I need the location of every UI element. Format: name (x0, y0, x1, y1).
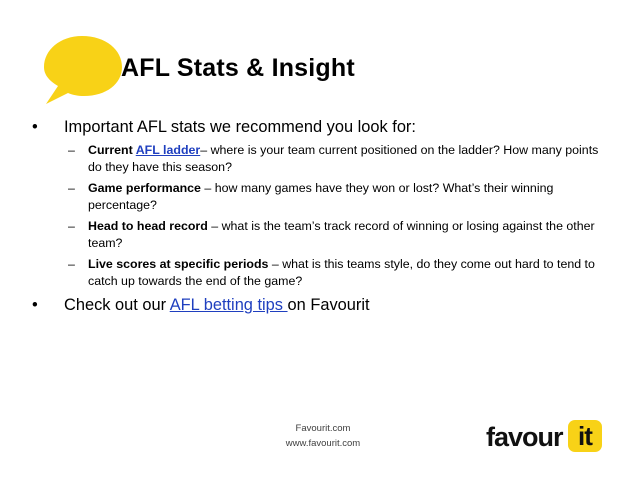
item-bold: Head to head record (88, 219, 208, 233)
favourit-logo (486, 418, 606, 458)
dash-marker: – (68, 143, 75, 157)
bullet-list (28, 116, 628, 316)
speech-bubble-icon (38, 30, 126, 108)
bullet-text: Important AFL stats we recommend you look for: (64, 118, 416, 136)
bullet-betting-tips (28, 294, 628, 316)
bullet-dot: • (32, 296, 38, 314)
list-item-live-scores (28, 256, 628, 289)
dash-marker: – (68, 257, 75, 271)
dash-marker: – (68, 181, 75, 195)
afl-betting-tips-link[interactable]: AFL betting tips (169, 296, 288, 314)
footer-url: www.favourit.com (285, 438, 361, 449)
slide-title: AFL Stats & Insight (121, 54, 355, 82)
bullet-important-stats (28, 116, 628, 138)
item-text: – how many games have they won or lost? What’s their winning percentage? (88, 181, 554, 212)
item-text: – what is this teams style, do they come out hard to tend to catch up towards the end of the game? (88, 257, 595, 288)
footer-site-name: Favourit.com (295, 423, 351, 434)
afl-ladder-link[interactable]: AFL ladder (135, 143, 201, 157)
item-text: – what is the team’s track record of winning or losing against the other team? (88, 219, 595, 250)
list-item-game-performance (28, 180, 628, 213)
list-item-current-ladder (28, 142, 628, 175)
bullet-text: Check out our (64, 296, 170, 314)
stats-sublist (28, 142, 628, 289)
bullet-dot: • (32, 118, 38, 136)
item-bold: Live scores at specific periods (88, 257, 269, 271)
item-bold: Current (88, 143, 136, 157)
item-text: – where is your team current positioned on the ladder? How many points do they have this season? (88, 143, 599, 174)
logo-mark: it (568, 420, 602, 452)
footer (280, 421, 366, 451)
list-item-head-to-head (28, 218, 628, 251)
dash-marker: – (68, 219, 75, 233)
item-bold: Game performance (88, 181, 201, 195)
bullet-text-after: on Favourit (287, 296, 370, 314)
logo-wordmark: favour (486, 422, 563, 452)
